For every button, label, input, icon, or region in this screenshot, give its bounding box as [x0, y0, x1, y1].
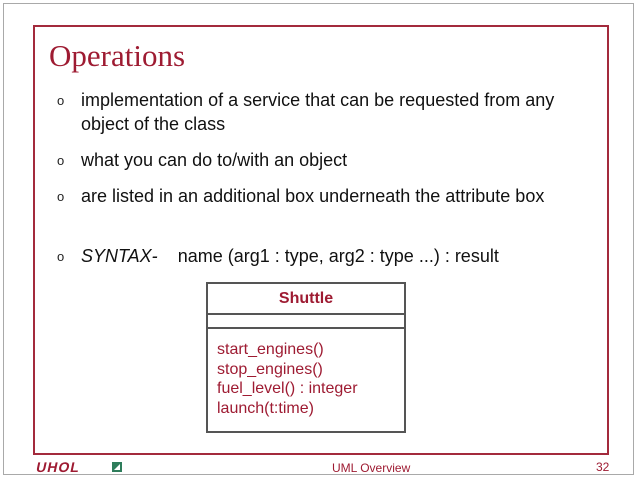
uhol-logo: [34, 460, 130, 479]
footer-title: UML Overview: [332, 461, 411, 475]
uhol-logo-icon: [34, 460, 130, 474]
uml-operation: start_engines(): [217, 341, 324, 358]
bullet-item: [57, 184, 591, 208]
bullet-marker: o: [57, 189, 65, 204]
bullet-marker: o: [57, 153, 65, 168]
bullet-text: are listed in an additional box underneath the attribute box: [81, 186, 545, 206]
uml-operation: launch(t:time): [217, 399, 314, 417]
uml-operations-list: [217, 340, 358, 418]
bullet-marker: o: [57, 93, 65, 108]
page-number: 32: [596, 460, 610, 474]
uml-operation: stop_engines(): [217, 360, 323, 378]
bullet-item-syntax: [57, 244, 591, 268]
uhol-logo-text: UHOL: [34, 460, 82, 474]
uml-operation: fuel_level() : integer: [217, 380, 358, 397]
syntax-label: SYNTAX-: [81, 246, 158, 266]
uml-divider: [208, 313, 404, 315]
bullet-text: implementation of a service that can be requested from any object of the class: [81, 90, 555, 134]
uml-class-box: [206, 282, 406, 433]
bullet-item: [57, 88, 591, 136]
bullet-marker: o: [57, 249, 65, 264]
syntax-text: name (arg1 : type, arg2 : type ...) : result: [177, 246, 499, 266]
uml-class-name: Shuttle: [278, 290, 334, 307]
slide-title: Operations: [49, 38, 186, 73]
bullet-text: what you can do to/with an object: [81, 150, 348, 170]
bullet-item: [57, 148, 591, 172]
uml-divider: [208, 327, 404, 329]
